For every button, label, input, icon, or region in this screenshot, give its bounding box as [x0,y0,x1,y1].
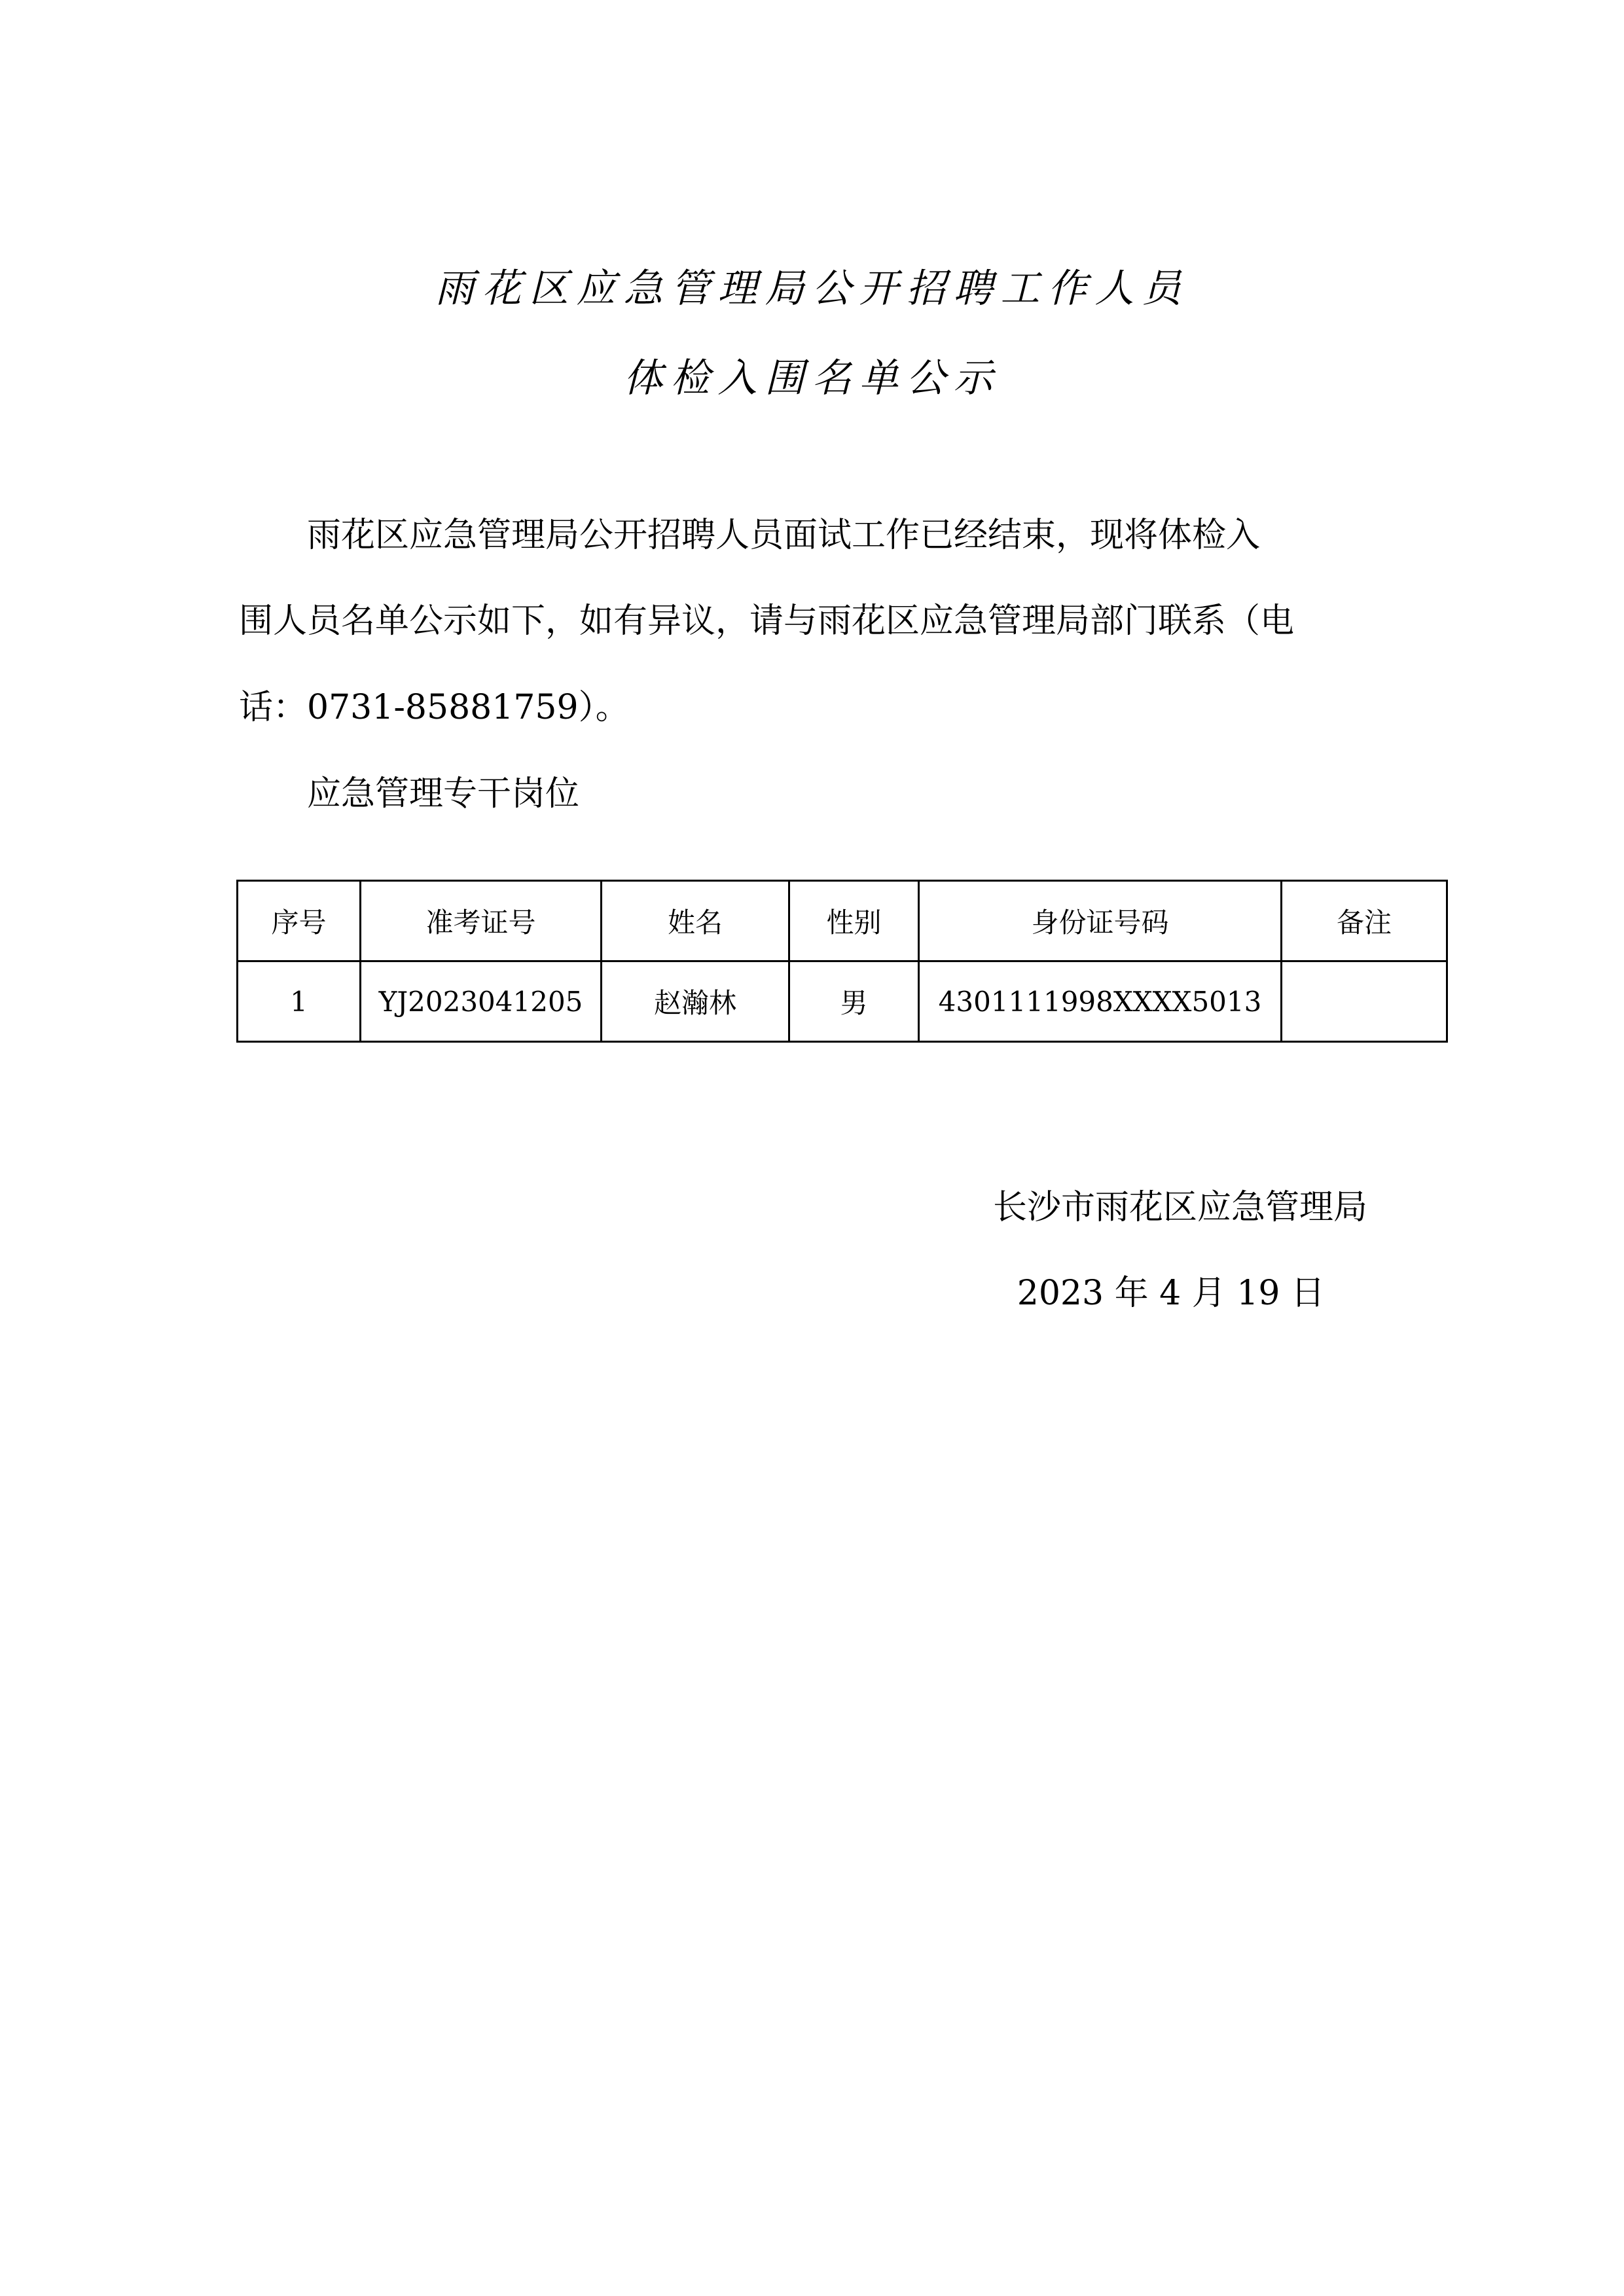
header-cell-name: 姓名 [602,881,789,961]
cell-exam-number: YJ2023041205 [361,961,602,1042]
cell-id-number: 4301111998XXXX5013 [919,961,1282,1042]
issue-date: 2023 年 4 月 19 日 [1017,1274,1325,1313]
notice-body-line-2: 围人员名单公示如下，如有异议，请与雨花区应急管理局部门联系（电 [239,601,1295,641]
cell-remarks [1282,961,1447,1042]
cell-name: 赵瀚林 [602,961,789,1042]
header-cell-gender: 性别 [789,881,919,961]
position-heading: 应急管理专干岗位 [307,774,580,814]
cell-gender: 男 [789,961,919,1042]
document-title-line-2: 体检入围名单公示 [623,355,1001,401]
table-row [238,961,1447,1042]
candidate-table [236,880,1448,1043]
header-cell-index: 序号 [238,881,361,961]
issuing-organization: 长沙市雨花区应急管理局 [992,1188,1367,1227]
table-header-row [238,881,1447,961]
header-cell-id-number: 身份证号码 [919,881,1282,961]
document-title-line-1: 雨花区应急管理局公开招聘工作人员 [435,266,1189,312]
header-cell-exam-number: 准考证号 [361,881,602,961]
header-cell-remarks: 备注 [1282,881,1447,961]
cell-index: 1 [238,961,361,1042]
notice-body-line-1: 雨花区应急管理局公开招聘人员面试工作已经结束，现将体检入 [307,516,1261,555]
notice-body-line-3: 话：0731-85881759）。 [239,688,630,727]
